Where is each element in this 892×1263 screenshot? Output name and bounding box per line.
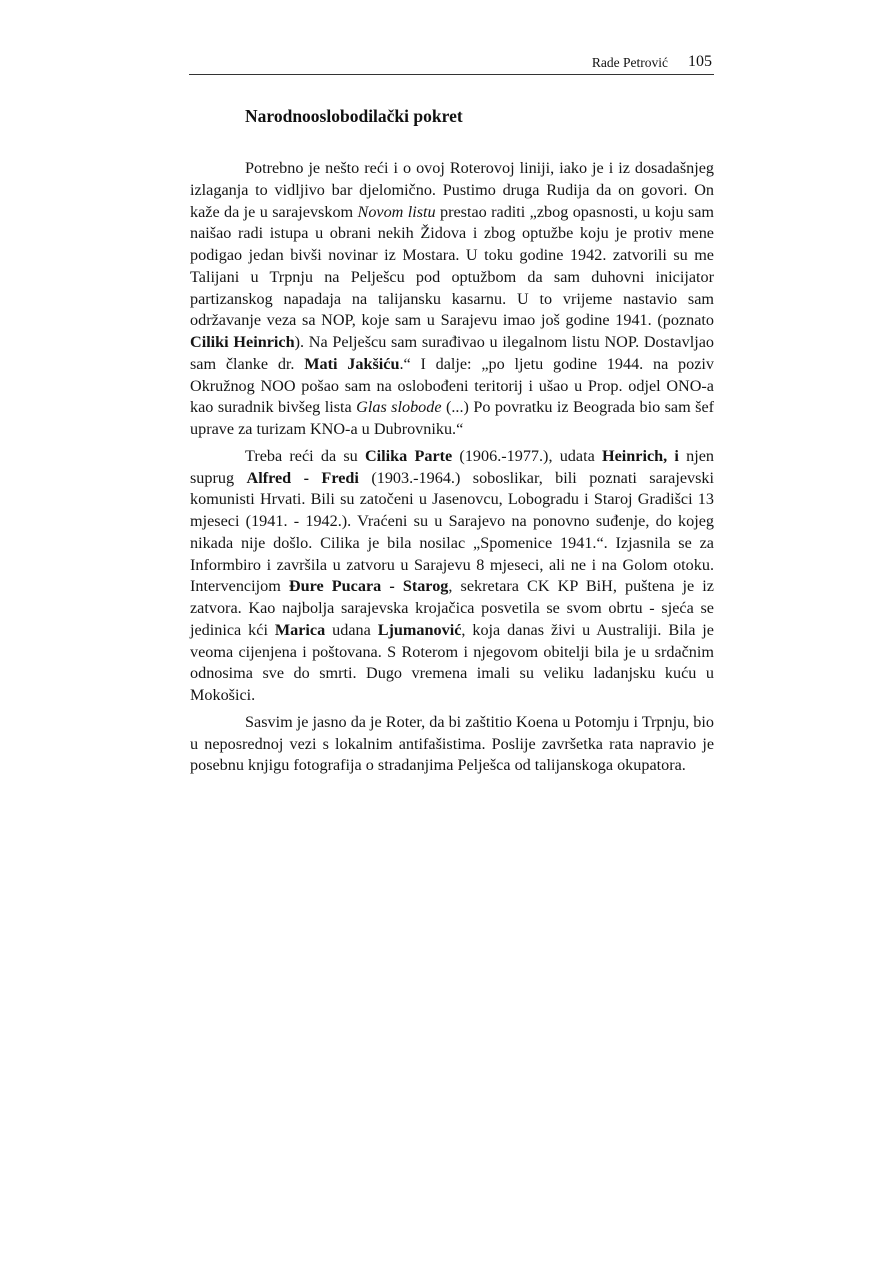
bold-name: Đure Pucara - Starog (288, 577, 449, 596)
bold-name: Heinrich, i (601, 446, 679, 465)
text-run: Potrebno je nešto reći i o ovoj Roterovoj liniji, iako je i iz dosadašnjeg izlaganja to vidljivo bar djelomično. Pustimo druga Rudija da on govori. On kaže da je u sarajevskom (190, 159, 714, 221)
text-run: , sekretara CK KP BiH, puštena je iz zatvora. Kao najbolja sarajevska krojačica posvetila se svom obrtu - sjeća se jedinica kći (190, 577, 714, 639)
section-heading: Narodnooslobodilački pokret (245, 106, 463, 126)
bold-name: Ciliki Heinrich (190, 333, 295, 351)
text-run: prestao raditi „zbog opasnosti, u koju sam naišao radi istupa u obrani nekih Židova i zbog optužbe koju je protiv mene podigao jedan bivši novinar iz Mostara. U toku godine 1942. zatvorili su me Talijani u Trpnju na Pelješcu pod optužbom da sam duhovni inicijator partizanskog napadaja na talijansku kasarnu. U to vrijeme nastavio sam održavanje veza sa NOP, koje sam u Sarajevu imao još godine 1941. (poznato (190, 202, 714, 330)
body-text (190, 158, 714, 777)
italic-title: Novom listu (357, 202, 436, 221)
text-run: , koja danas živi u Australiji. Bila je veoma cijenjena i poštovana. S Roterom i njegovom obitelji bila je u srdačnim odnosima sve do smrti. Dugo vremena imali su veliku ladanjsku kuću u Mokošici. (190, 620, 714, 704)
page-number: 105 (688, 53, 712, 70)
bold-name: Cilika Parte (364, 446, 453, 465)
text-run: Treba reći da su (245, 446, 365, 465)
bold-name: Mati Jakšiću (304, 354, 400, 373)
bold-name: Marica (274, 620, 326, 639)
text-run: (1906.-1977.), udata (452, 446, 602, 465)
text-run: (1903.-1964.) soboslikar, bili poznati sarajevski komunisti Hrvati. Bili su zatočeni u Jasenovcu, Lobogradu i Staroj Gradišci 13 mjeseci (1941. - 1942.). Vraćeni su u Sarajevo na ponovno suđenje, do kojeg nikada nije došlo. Cilika je bila nosilac „Spomenice 1941.“. Izjasnila se za Informbiro i završila u zatvoru u Sarajevu 8 mjeseci, ali ne i na Golom otoku. Intervencijom (190, 468, 714, 596)
paragraph (190, 158, 714, 441)
text-run: .“ I dalje: „po ljetu godine 1944. na poziv Okružnog NOO pošao sam na oslobođeni teritorij i ušao u Prop. odjel ONO-a kao suradnik bivšeg lista (190, 354, 714, 417)
running-head-author: Rade Petrović (591, 55, 668, 70)
bold-name: Ljumanović (377, 620, 462, 639)
running-head (189, 52, 714, 75)
text-run: Sasvim je jasno da je Roter, da bi zaštitio Koena u Potomju i Trpnju, bio u neposrednoj vezi s lokalnim antifašistima. Poslije završetka rata napravio je posebnu knjigu fotografija o stradanjima Pelješca od talijanskoga okupatora. (190, 712, 714, 775)
bold-name: Alfred - Fredi (246, 468, 359, 487)
text-run: (...) Po povratku iz Beograda bio sam šef uprave za turizam KNO-a u Dubrovniku.“ (190, 398, 715, 438)
italic-title: Glas slobode (356, 398, 442, 417)
text-run: udana (325, 620, 378, 639)
paragraph (190, 712, 714, 777)
paragraph (190, 446, 714, 707)
text-run: ). Na Pelješcu sam surađivao u ilegalnom listu NOP. Dostavljao sam članke dr. (190, 333, 714, 373)
text-run: njen suprug (190, 446, 714, 487)
